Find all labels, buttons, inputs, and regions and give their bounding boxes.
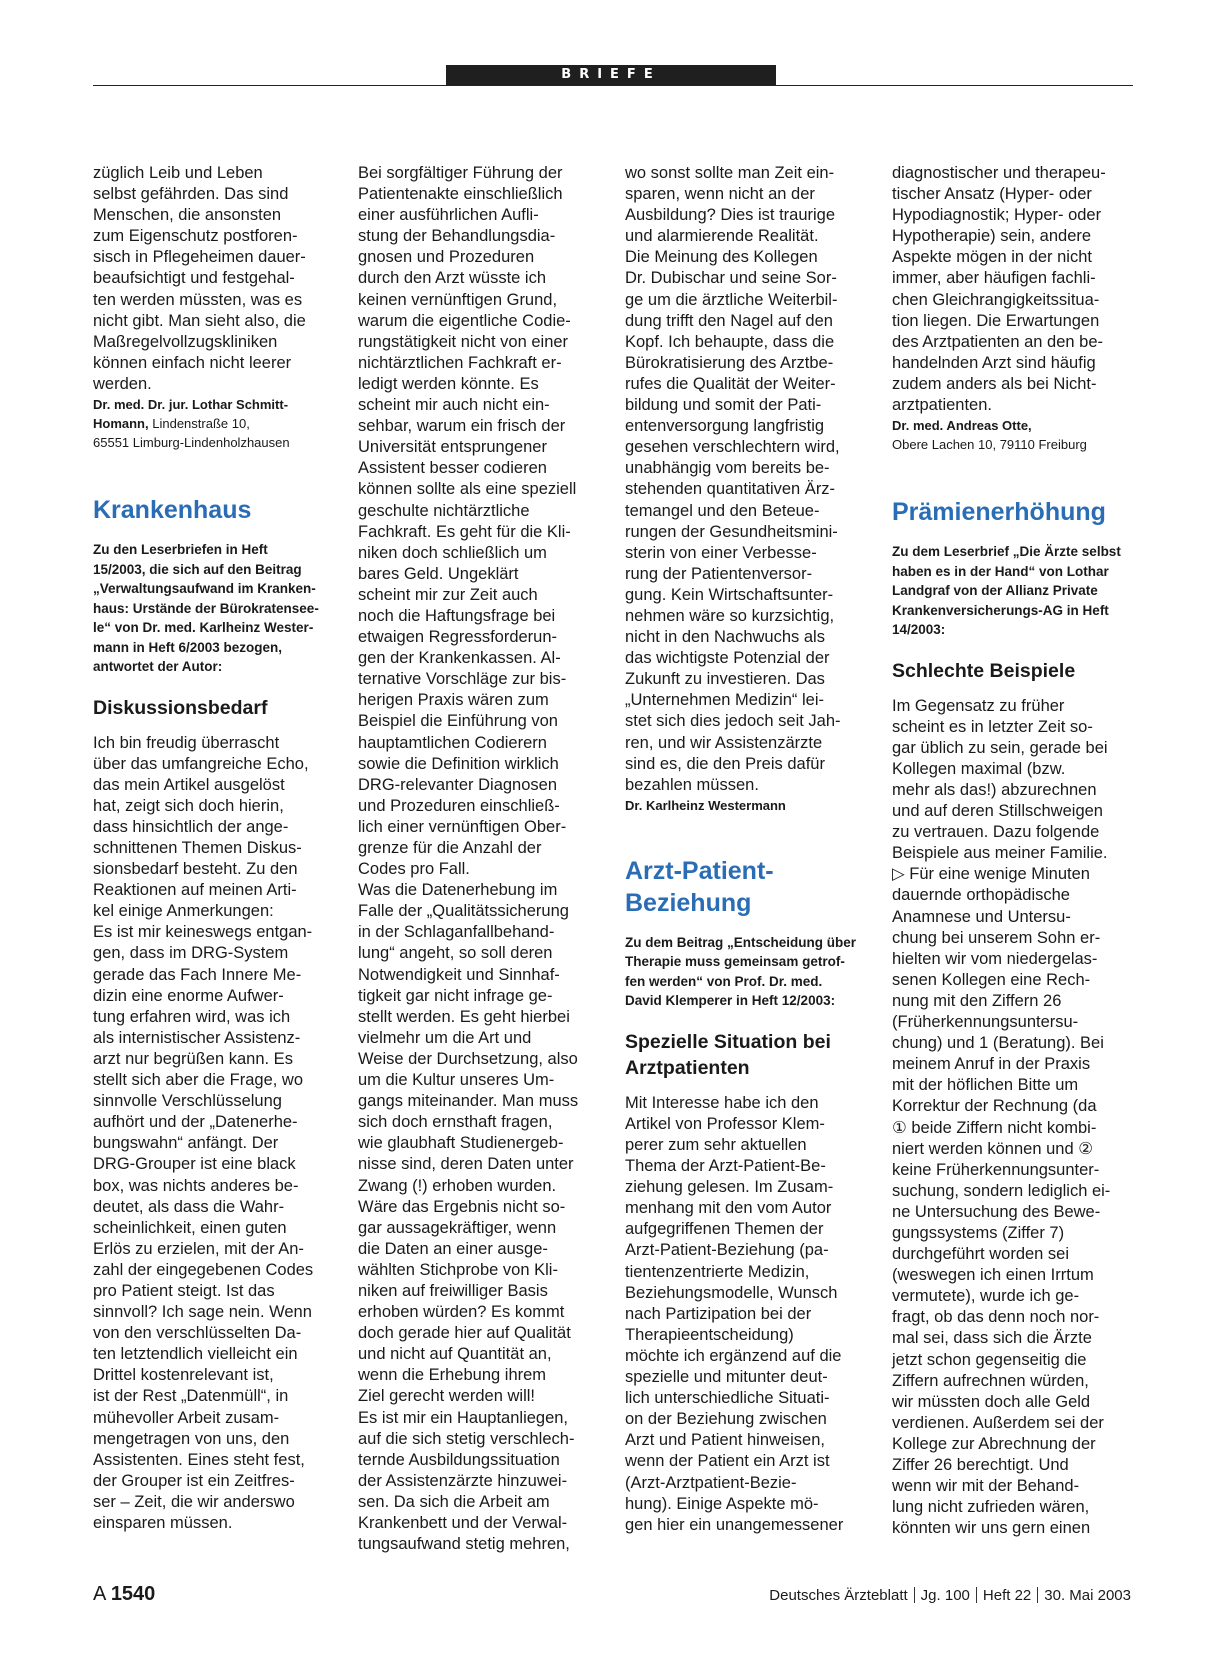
letter-body-continued: wo sonst sollte man Zeit ein- sparen, wenn nicht an der Ausbildung? Dies ist traurige und alarmierende Realität. Die Meinung des Kollegen Dr. Dubischar und seine Sor- ge um die ärztliche Weiterbil- dung trifft den Nagel auf den Kopf. Ich behaupte, dass die Bürokratisierung des Arztbe- rufes die Qualität der Weiter- bildung und somit der Pati- entenversorgung langfristig gesehen verschlechtern wird, unabhängig vom bereits be- stehenden quantitativen Ärz- temangel und den Beteue- rungen der Gesundheitsmini- sterin von einer Verbesse- rung der Patientenversor- gung. Kein Wirtschaftsunter- nehmen wäre so kurzsichtig, nicht in den Nachwuchs als das wichtigste Potenzial der Zukunft zu investieren. Das „Unternehmen Medizin“ lei- stet sich dies jedoch seit Jah- ren, und wir Assistenzärzte sind es, die den Preis dafür bezahlen müssen. <box>625 164 841 794</box>
journal-date: 30. Mai 2003 <box>1044 1587 1131 1604</box>
footer-divider <box>976 1587 977 1603</box>
letter-continuation: züglich Leib und Leben selbst gefährden. Das sind Menschen, die ansonsten zum Eigenschutz postforen- sisch in Pflegeheimen dauer- beaufsichtigt und festgehal- ten werden müssten, was es nicht gibt. Man sieht also, die Maßregelvollzugskliniken können einfach nicht leerer werden. <box>93 164 306 393</box>
letter-body-continued: Bei sorgfältiger Führung der Patientenakte einschließlich einer ausführlichen Aufli- stung der Behandlungsdia- gnosen und Prozeduren durch den Arzt wüsste ich keinen vernünftigen Grund, warum die eigentliche Codie- rungstätigkeit nicht von einer nichtärztlichen Fachkraft er- ledigt werden könnte. Es scheint mir auch nicht ein- sehbar, warum ein frisch der Universität entsprungener Assistent besser codieren können sollte als eine speziell geschulte nichtärztliche Fachkraft. Es geht für die Kli- niken doch schließlich um bares Geld. Ungeklärt scheint mir zur Zeit auch noch die Haftungsfrage bei etwaigen Regressforderun- gen der Krankenkassen. Al- ternative Vorschläge zur bis- herigen Praxis wären zum Beispiel die Einführung von hauptamtlichen Codierern sowie die Definition wirklich DRG-relevanter Diagnosen und Prozeduren einschließ- lich einer vernünftigen Ober- grenze für die Anzahl der Codes pro Fall. Was die Datenerhebung im Falle der „Qualitätssicherung in der Schlaganfallbehand- lung“ angeht, so soll deren Notwendigkeit und Sinnhaf- tigkeit gar nicht infrage ge- stellt werden. Es geht hierbei vielmehr um die Art und Weise der Durchsetzung, also um die Kultur unseres Um- gangs miteinander. Man muss sich doch ernsthaft fragen, wie glaubhaft Studienergeb- nisse sind, deren Daten unter Zwang (!) erhoben wurden. Wäre das Ergebnis nicht so- gar aussagekräftiger, wenn die Daten an einer ausge- wählten Stichprobe von Kli- niken auf freiwilliger Basis erhoben würden? Es kommt doch gerade hier auf Qualität und nicht auf Quantität an, wenn die Erhebung ihrem Ziel gerecht werden will! Es ist mir ein Hauptanliegen, auf die sich stetig verschlech- ternde Ausbildungssituation der Assistenzärzte hinzuwei- sen. Da sich die Arbeit am Krankenbett und der Verwal- tungsaufwand stetig mehren, <box>358 164 579 1554</box>
letter-body: Ich bin freudig überrascht über das umfangreiche Echo, das mein Artikel ausgelöst hat, zeigt sich doch hierin, dass hinsichtlich der ange- schnittenen Themen Diskus- sionsbedarf besteht. Zu den Reaktionen auf meinen Arti- kel einige Anmerkungen: Es ist mir keineswegs entgan- gen, dass im DRG-System gerade das Fach Innere Me- dizin eine enorme Aufwer- tung erfahren wird, was ich als internistischer Assistenz- arzt nur begrüßen kann. Es stellt sich aber die Frage, wo sinnvolle Verschlüsselung aufhört und der „Datenerhe- bungswahn“ anfängt. Der DRG-Grouper ist eine black box, was nichts anderes be- deutet, als dass die Wahr- scheinlichkeit, einen guten Erlös zu erzielen, mit der An- zahl der eingegebenen Codes pro Patient steigt. Ist das sinnvoll? Ich sage nein. Wenn von den verschlüsselten Da- ten letztendlich vielleicht ein Drittel kostenrelevant ist, ist der Rest „Datenmüll“, in mühevoller Arbeit zusam- mengetragen von uns, den Assistenten. Eines steht fest, der Grouper ist ein Zeitfres- ser – Zeit, die wir anderswo einsparen müssen. <box>93 733 314 1532</box>
section-title-krankenhaus: Krankenhaus <box>93 496 252 525</box>
footer-divider <box>1037 1587 1038 1603</box>
column-1 <box>93 163 333 1534</box>
column-3 <box>625 163 865 1536</box>
journal-issue: Heft 22 <box>982 1587 1032 1604</box>
letter-signature <box>93 395 333 452</box>
signature-name: Dr. med. Dr. jur. Lothar Schmitt- Homann, <box>93 397 289 432</box>
journal-footer <box>769 1587 1131 1604</box>
signature-address: Obere Lachen 10, 79110 Freiburg <box>892 437 1087 453</box>
page-prefix: A <box>93 1583 106 1605</box>
letter-headline: Schlechte Beispiele <box>892 659 1076 682</box>
section-title-arzt-patient: Arzt-Patient- Beziehung <box>625 856 774 917</box>
section-intro: Zu dem Leserbrief „Die Ärzte selbst haben es in der Hand“ von Lothar Landgraf von der Allianz Private Krankenversicherungs-AG in Heft 14/2003: <box>892 544 1121 638</box>
column-4 <box>892 163 1132 1539</box>
header-rule <box>93 85 1133 86</box>
letter-body: Mit Interesse habe ich den Artikel von Professor Klem- perer zum sehr aktuellen Thema der Arzt-Patient-Be- ziehung gelesen. Im Zusam- menhang mit den vom Autor aufgegriffenen Themen der Arzt-Patient-Beziehung (pa- tientenzentrierte Medizin, Beziehungsmodelle, Wunsch nach Partizipation bei der Therapieentscheidung) möchte ich ergänzend auf die spezielle und mitunter deut- lich unterschiedliche Situati- on der Beziehung zwischen Arzt und Patient hinweisen, wenn der Patient ein Arzt ist (Arzt-Arztpatient-Bezie- hung). Einige Aspekte mö- gen hier ein unangemessener <box>625 1093 844 1534</box>
letter-headline: Spezielle Situation bei Arztpatienten <box>625 1030 831 1079</box>
letter-body: Im Gegensatz zu früher scheint es in letzter Zeit so- gar üblich zu sein, gerade bei Kollegen maximal (bzw. mehr als das!) abzurechnen und auf deren Stillschweigen zu vertrauen. Dazu folgende Beispiele aus meiner Familie. ▷ Für eine wenige Minuten dauernde orthopädische Anamnese und Untersu- chung bei unserem Sohn er- hielten wir vom niedergelas- senen Kollegen eine Rech- nung mit den Ziffern 26 (Früherkennungsuntersu- chung) und 1 (Beratung). Bei meinem Anruf in der Praxis mit der höflichen Bitte um Korrektur der Rechnung (da ① beide Ziffern nicht kombi- niert werden können und ② keine Früherkennungsunter- suchung, sondern lediglich ei- ne Untersuchung des Bewe- gungssystems (Ziffer 7) durchgeführt worden sei (weswegen ich einen Irrtum vermutete), wurde ich ge- fragt, ob das denn noch nor- mal sei, dass sich die Ärzte jetzt schon gegenseitig die Ziffern aufrechnen würden, wir müssten doch alle Geld verdienen. Außerdem sei der Kollege zur Abrechnung der Ziffer 26 berechtigt. Und wenn wir mit der Behand- lung nicht zufrieden wären, könnten wir uns gern einen <box>892 696 1111 1538</box>
footer-divider <box>914 1587 915 1603</box>
section-header: BRIEFE <box>446 65 776 85</box>
signature-name: Dr. med. Andreas Otte, <box>892 418 1032 434</box>
signature-address: Lindenstraße 10, 65551 Limburg-Lindenholzhausen <box>93 416 290 451</box>
column-2 <box>358 163 598 1555</box>
section-intro: Zu den Leserbriefen in Heft 15/2003, die sich auf den Beitrag „Verwaltungsaufwand im Kranken- haus: Urstände der Bürokratensee- le“ von Dr. med. Karlheinz Wester- mann in Heft 6/2003 bezogen, antwortet der Autor: <box>93 542 319 675</box>
section-title-praemienerhoehung: Prämienerhöhung <box>892 498 1106 527</box>
letter-headline: Diskussionsbedarf <box>93 696 268 719</box>
journal-name: Deutsches Ärzteblatt <box>769 1587 908 1604</box>
page-number <box>93 1583 155 1606</box>
journal-volume: Jg. 100 <box>920 1587 970 1604</box>
section-intro: Zu dem Beitrag „Entscheidung über Therapie muss gemeinsam getrof- fen werden“ von Prof. Dr. med. David Klemperer in Heft 12/2003: <box>625 934 857 1009</box>
letter-continuation: diagnostischer und therapeu- tischer Ansatz (Hyper- oder Hypodiagnostik; Hyper- oder Hypotherapie) sein, andere Aspekte mögen in der nicht immer, aber häufigen fachli- chen Gleichrangigkeitssitua- tion liegen. Die Erwartungen des Arztpatienten an den be- handelnden Arzt sind häufig zudem anders als bei Nicht- arztpatienten. <box>892 164 1106 415</box>
page-number-value: 1540 <box>110 1583 156 1605</box>
letter-signature: Dr. Karlheinz Westermann <box>625 797 786 813</box>
